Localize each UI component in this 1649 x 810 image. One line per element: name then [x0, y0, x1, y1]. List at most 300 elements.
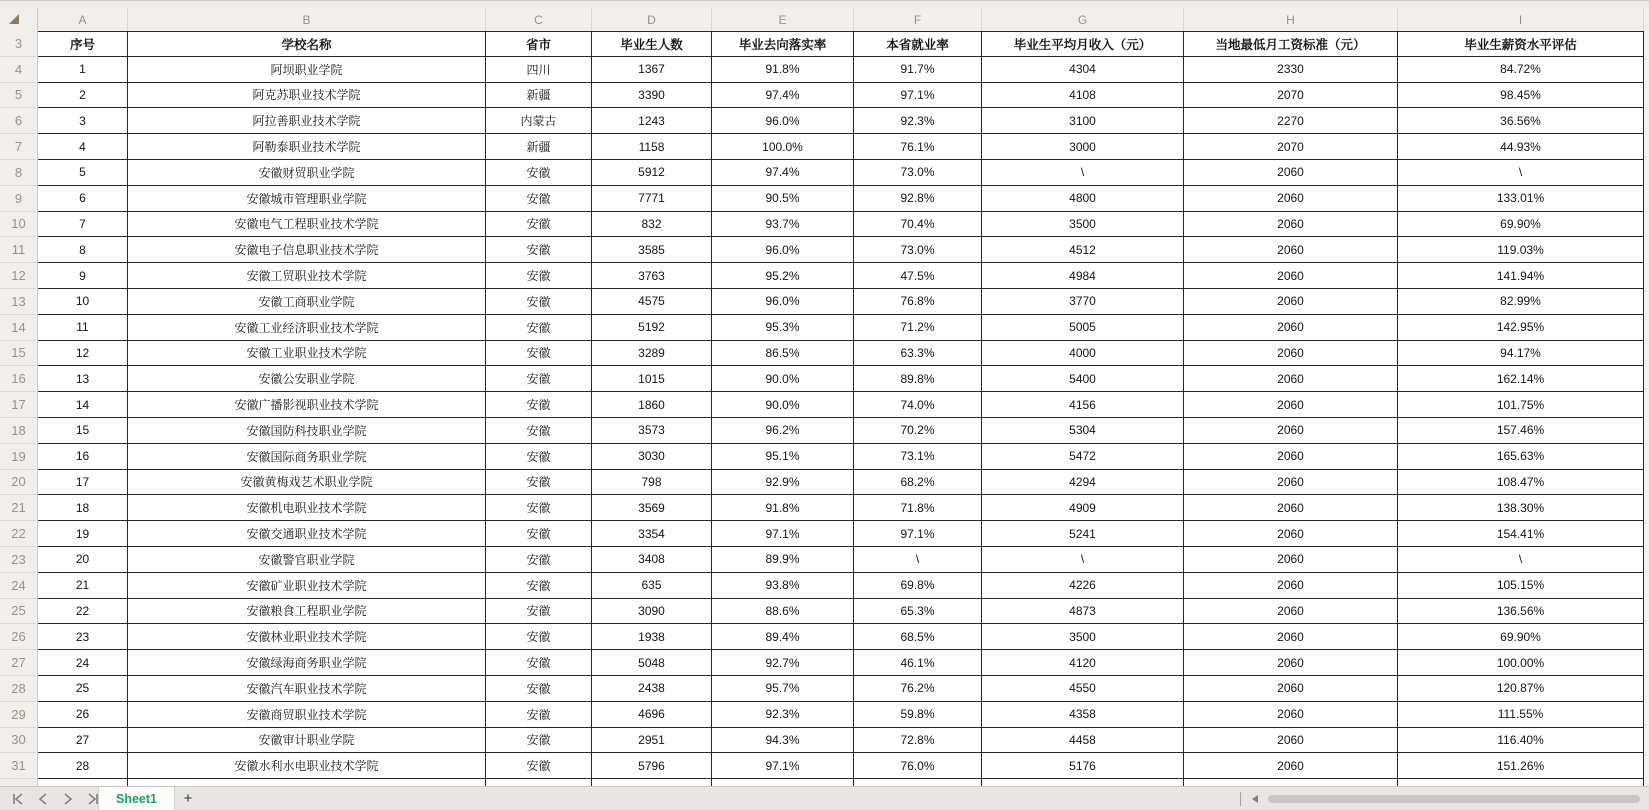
cell[interactable]: 4696 [592, 702, 712, 728]
cell[interactable]: 安徽 [486, 521, 592, 547]
cell[interactable]: 157.46% [1398, 418, 1644, 444]
cell[interactable]: 86.5% [712, 341, 854, 367]
cell[interactable]: 新疆 [486, 134, 592, 160]
cell[interactable]: 95.3% [712, 315, 854, 341]
cell[interactable]: 46.1% [854, 650, 982, 676]
cell[interactable]: 3500 [982, 212, 1184, 238]
row-header-8[interactable]: 8 [0, 160, 38, 186]
cell[interactable]: 2070 [1184, 134, 1398, 160]
cell[interactable]: 4512 [982, 237, 1184, 263]
header-cell[interactable]: 毕业生薪资水平评估 [1398, 31, 1644, 57]
cell[interactable]: 2438 [592, 676, 712, 702]
cell[interactable]: 6 [38, 186, 128, 212]
cell[interactable]: 安徽 [486, 444, 592, 470]
row-header-17[interactable]: 17 [0, 392, 38, 418]
cell[interactable]: 安徽 [486, 495, 592, 521]
row-header-18[interactable]: 18 [0, 418, 38, 444]
header-cell[interactable]: 当地最低月工资标准（元） [1184, 31, 1398, 57]
cell[interactable]: 10 [38, 289, 128, 315]
row-header-20[interactable]: 20 [0, 470, 38, 496]
cell[interactable]: 162.14% [1398, 366, 1644, 392]
cell[interactable]: 92.7% [712, 650, 854, 676]
cell[interactable]: 93.7% [712, 212, 854, 238]
cell[interactable]: 安徽工业经济职业技术学院 [128, 315, 486, 341]
cell[interactable]: 90.0% [712, 392, 854, 418]
cell[interactable]: 95.2% [712, 263, 854, 289]
cell[interactable]: 阿克苏职业技术学院 [128, 83, 486, 109]
column-header-B[interactable]: B [128, 8, 486, 31]
row-header-7[interactable]: 7 [0, 134, 38, 160]
cell[interactable]: 3573 [592, 418, 712, 444]
row-header-12[interactable]: 12 [0, 263, 38, 289]
cell[interactable]: 59.8% [854, 702, 982, 728]
cell[interactable]: \ [1398, 160, 1644, 186]
cell[interactable]: 93.8% [712, 573, 854, 599]
cell[interactable]: 安徽 [486, 547, 592, 573]
row-header-16[interactable]: 16 [0, 366, 38, 392]
cell[interactable]: 2060 [1184, 624, 1398, 650]
cell[interactable]: 安徽 [486, 728, 592, 754]
cell[interactable]: 安徽粮食工程职业学院 [128, 599, 486, 625]
column-header-E[interactable]: E [712, 8, 854, 31]
cell[interactable]: 2070 [1184, 83, 1398, 109]
horizontal-scrollbar-thumb[interactable] [1268, 795, 1640, 803]
cell[interactable]: 136.56% [1398, 599, 1644, 625]
cell[interactable]: 2060 [1184, 547, 1398, 573]
cell[interactable]: 97.1% [712, 521, 854, 547]
header-cell[interactable]: 毕业去向落实率 [712, 31, 854, 57]
cell[interactable]: 133.01% [1398, 186, 1644, 212]
cell[interactable]: 2330 [1184, 57, 1398, 83]
cell[interactable]: 安徽 [486, 470, 592, 496]
cell[interactable]: 内蒙古 [486, 108, 592, 134]
column-header-G[interactable]: G [982, 8, 1184, 31]
scroll-left-icon[interactable] [1252, 795, 1258, 803]
cell[interactable]: 4458 [982, 728, 1184, 754]
add-sheet-button[interactable]: + [183, 790, 193, 807]
cell[interactable]: 3770 [982, 289, 1184, 315]
header-cell[interactable]: 毕业生平均月收入（元） [982, 31, 1184, 57]
cell[interactable]: 2060 [1184, 573, 1398, 599]
cell[interactable]: 22 [38, 599, 128, 625]
cell[interactable]: 73.0% [854, 237, 982, 263]
row-header-10[interactable]: 10 [0, 212, 38, 238]
cell[interactable]: 3500 [982, 624, 1184, 650]
header-cell[interactable]: 序号 [38, 31, 128, 57]
cell[interactable]: 105.15% [1398, 573, 1644, 599]
cell[interactable]: 1 [38, 57, 128, 83]
cell[interactable]: 2060 [1184, 212, 1398, 238]
header-cell[interactable]: 学校名称 [128, 31, 486, 57]
cell[interactable] [1184, 779, 1398, 785]
cell[interactable]: 安徽电子信息职业技术学院 [128, 237, 486, 263]
cell[interactable]: 97.1% [854, 83, 982, 109]
cell[interactable]: 5 [38, 160, 128, 186]
cell[interactable]: 9 [38, 263, 128, 289]
row-header-5[interactable]: 5 [0, 83, 38, 109]
cell[interactable]: 94.17% [1398, 341, 1644, 367]
cell[interactable]: 151.26% [1398, 753, 1644, 779]
cell[interactable]: 安徽电气工程职业技术学院 [128, 212, 486, 238]
cell[interactable]: 2060 [1184, 444, 1398, 470]
cell[interactable]: 97.4% [712, 83, 854, 109]
row-header-30[interactable]: 30 [0, 728, 38, 754]
cell[interactable]: 70.2% [854, 418, 982, 444]
cell[interactable]: 90.5% [712, 186, 854, 212]
cell[interactable]: 2060 [1184, 341, 1398, 367]
row-header-29[interactable]: 29 [0, 702, 38, 728]
cell[interactable]: 3354 [592, 521, 712, 547]
cell[interactable]: 安徽财贸职业学院 [128, 160, 486, 186]
column-header-A[interactable]: A [38, 8, 128, 31]
column-header-H[interactable]: H [1184, 8, 1398, 31]
cell[interactable]: 2060 [1184, 521, 1398, 547]
cell[interactable]: 2060 [1184, 753, 1398, 779]
cell[interactable]: 101.75% [1398, 392, 1644, 418]
cell[interactable]: 84.72% [1398, 57, 1644, 83]
cell[interactable]: 25 [38, 676, 128, 702]
cell[interactable]: 82.99% [1398, 289, 1644, 315]
cell[interactable]: 18 [38, 495, 128, 521]
cell[interactable]: 安徽 [486, 315, 592, 341]
cell[interactable]: 5400 [982, 366, 1184, 392]
cell[interactable]: 4873 [982, 599, 1184, 625]
cell[interactable]: 4294 [982, 470, 1184, 496]
cell[interactable]: 2060 [1184, 186, 1398, 212]
cell[interactable]: 5796 [592, 753, 712, 779]
row-header-15[interactable]: 15 [0, 341, 38, 367]
header-cell[interactable]: 毕业生人数 [592, 31, 712, 57]
cell[interactable]: 2 [38, 83, 128, 109]
cell[interactable]: 165.63% [1398, 444, 1644, 470]
row-header-19[interactable]: 19 [0, 444, 38, 470]
cell[interactable]: 3030 [592, 444, 712, 470]
cell[interactable]: 91.8% [712, 495, 854, 521]
cell[interactable]: 安徽 [486, 418, 592, 444]
row-header-27[interactable]: 27 [0, 650, 38, 676]
cell[interactable]: 94.3% [712, 728, 854, 754]
cell[interactable] [1398, 779, 1644, 785]
cell[interactable]: 5192 [592, 315, 712, 341]
cell[interactable]: 5912 [592, 160, 712, 186]
cell[interactable]: 95.7% [712, 676, 854, 702]
cell[interactable]: 23 [38, 624, 128, 650]
cell[interactable]: 12 [38, 341, 128, 367]
row-header-25[interactable]: 25 [0, 599, 38, 625]
cell[interactable]: 安徽 [486, 676, 592, 702]
cell[interactable]: 11 [38, 315, 128, 341]
cell[interactable]: 安徽工贸职业技术学院 [128, 263, 486, 289]
cell[interactable]: 四川 [486, 57, 592, 83]
cell[interactable]: 120.87% [1398, 676, 1644, 702]
cell[interactable]: 安徽林业职业技术学院 [128, 624, 486, 650]
cell[interactable] [128, 779, 486, 785]
cell[interactable]: 阿坝职业学院 [128, 57, 486, 83]
cell[interactable]: 88.6% [712, 599, 854, 625]
cell[interactable]: 76.2% [854, 676, 982, 702]
cell[interactable]: \ [1398, 547, 1644, 573]
cell[interactable]: 安徽机电职业技术学院 [128, 495, 486, 521]
cell[interactable]: 73.1% [854, 444, 982, 470]
prev-sheet-icon[interactable] [35, 792, 51, 806]
header-cell[interactable]: 本省就业率 [854, 31, 982, 57]
cell[interactable]: 154.41% [1398, 521, 1644, 547]
cell[interactable]: 73.0% [854, 160, 982, 186]
cell[interactable]: 27 [38, 728, 128, 754]
cell[interactable]: 4226 [982, 573, 1184, 599]
cell[interactable]: 安徽审计职业学院 [128, 728, 486, 754]
cell[interactable]: 111.55% [1398, 702, 1644, 728]
cell[interactable]: 108.47% [1398, 470, 1644, 496]
cell[interactable]: 安徽交通职业技术学院 [128, 521, 486, 547]
cell[interactable] [592, 779, 712, 785]
cell[interactable]: 2270 [1184, 108, 1398, 134]
cell[interactable]: 5176 [982, 753, 1184, 779]
cell[interactable] [854, 779, 982, 785]
cell[interactable]: 36.56% [1398, 108, 1644, 134]
cell[interactable]: 92.9% [712, 470, 854, 496]
cell[interactable]: 安徽 [486, 289, 592, 315]
cell[interactable]: 89.8% [854, 366, 982, 392]
row-header-21[interactable]: 21 [0, 495, 38, 521]
row-header-28[interactable]: 28 [0, 676, 38, 702]
cell[interactable]: 142.95% [1398, 315, 1644, 341]
cell[interactable]: 3289 [592, 341, 712, 367]
cell[interactable]: 2060 [1184, 495, 1398, 521]
cell[interactable]: 14 [38, 392, 128, 418]
cell[interactable]: 安徽 [486, 366, 592, 392]
cell[interactable]: 100.00% [1398, 650, 1644, 676]
cell[interactable]: 2060 [1184, 676, 1398, 702]
cell[interactable]: 安徽 [486, 341, 592, 367]
row-header-26[interactable]: 26 [0, 624, 38, 650]
cell[interactable]: 4800 [982, 186, 1184, 212]
cell[interactable]: 89.9% [712, 547, 854, 573]
cell[interactable]: 7 [38, 212, 128, 238]
cell[interactable]: 安徽城市管理职业学院 [128, 186, 486, 212]
cell[interactable]: 44.93% [1398, 134, 1644, 160]
cell[interactable]: 4 [38, 134, 128, 160]
cell[interactable]: 3763 [592, 263, 712, 289]
cell[interactable]: \ [982, 160, 1184, 186]
cell[interactable]: 安徽 [486, 160, 592, 186]
cell[interactable]: \ [982, 547, 1184, 573]
row-header-partial[interactable] [0, 779, 38, 785]
cell[interactable]: 5304 [982, 418, 1184, 444]
tab-sheet1[interactable] [98, 787, 175, 810]
cell[interactable]: 96.0% [712, 289, 854, 315]
cell[interactable]: 90.0% [712, 366, 854, 392]
cell[interactable]: 92.3% [712, 702, 854, 728]
cell[interactable]: 2060 [1184, 160, 1398, 186]
cell[interactable]: 4575 [592, 289, 712, 315]
row-header-24[interactable]: 24 [0, 573, 38, 599]
cell[interactable]: 63.3% [854, 341, 982, 367]
cell[interactable]: 4108 [982, 83, 1184, 109]
cell[interactable]: 20 [38, 547, 128, 573]
row-header-4[interactable]: 4 [0, 57, 38, 83]
cell[interactable]: 4358 [982, 702, 1184, 728]
cell[interactable]: 安徽水利水电职业技术学院 [128, 753, 486, 779]
cell[interactable]: 92.8% [854, 186, 982, 212]
cell[interactable]: 2060 [1184, 702, 1398, 728]
cell[interactable]: 3090 [592, 599, 712, 625]
cell[interactable]: 96.0% [712, 237, 854, 263]
cell[interactable]: 4120 [982, 650, 1184, 676]
cell[interactable]: 4550 [982, 676, 1184, 702]
cell[interactable]: 安徽 [486, 186, 592, 212]
cell[interactable]: 65.3% [854, 599, 982, 625]
cell[interactable]: 安徽广播影视职业技术学院 [128, 392, 486, 418]
cell[interactable]: 70.4% [854, 212, 982, 238]
cell[interactable] [38, 779, 128, 785]
cell[interactable]: 安徽黄梅戏艺术职业学院 [128, 470, 486, 496]
cell[interactable]: 2060 [1184, 599, 1398, 625]
cell[interactable] [982, 779, 1184, 785]
cell[interactable]: 4304 [982, 57, 1184, 83]
row-header-11[interactable]: 11 [0, 237, 38, 263]
first-sheet-icon[interactable] [10, 792, 26, 806]
next-sheet-icon[interactable] [60, 792, 76, 806]
cell[interactable]: 96.0% [712, 108, 854, 134]
cell[interactable]: 安徽工商职业学院 [128, 289, 486, 315]
cell[interactable]: 安徽警官职业学院 [128, 547, 486, 573]
cell[interactable]: 3000 [982, 134, 1184, 160]
cell[interactable]: 安徽商贸职业技术学院 [128, 702, 486, 728]
cell[interactable]: 2060 [1184, 470, 1398, 496]
row-header-3[interactable]: 3 [0, 31, 38, 57]
cell[interactable]: 76.8% [854, 289, 982, 315]
cell[interactable]: 2060 [1184, 728, 1398, 754]
cell[interactable]: 68.5% [854, 624, 982, 650]
row-header-14[interactable]: 14 [0, 315, 38, 341]
cell[interactable]: 3390 [592, 83, 712, 109]
cell[interactable]: 4984 [982, 263, 1184, 289]
cell[interactable]: 7771 [592, 186, 712, 212]
cell[interactable] [712, 779, 854, 785]
cell[interactable]: 141.94% [1398, 263, 1644, 289]
cell[interactable]: 47.5% [854, 263, 982, 289]
cell[interactable]: 19 [38, 521, 128, 547]
cell[interactable]: 74.0% [854, 392, 982, 418]
cell[interactable]: 3585 [592, 237, 712, 263]
select-all-corner[interactable] [0, 8, 38, 31]
column-header-C[interactable]: C [486, 8, 592, 31]
cell[interactable]: 安徽 [486, 263, 592, 289]
cell[interactable]: 安徽国防科技职业学院 [128, 418, 486, 444]
column-header-I[interactable]: I [1398, 8, 1644, 31]
cell[interactable]: 新疆 [486, 83, 592, 109]
cell[interactable]: 5472 [982, 444, 1184, 470]
cell[interactable]: 119.03% [1398, 237, 1644, 263]
cell[interactable]: 71.2% [854, 315, 982, 341]
cell[interactable]: 24 [38, 650, 128, 676]
cell[interactable]: 28 [38, 753, 128, 779]
cell[interactable]: 安徽绿海商务职业学院 [128, 650, 486, 676]
cell[interactable]: 798 [592, 470, 712, 496]
cell[interactable]: 76.1% [854, 134, 982, 160]
cell[interactable]: 832 [592, 212, 712, 238]
cell[interactable]: 4000 [982, 341, 1184, 367]
cell[interactable]: 8 [38, 237, 128, 263]
cell[interactable]: 116.40% [1398, 728, 1644, 754]
row-header-13[interactable]: 13 [0, 289, 38, 315]
cell[interactable]: 2060 [1184, 392, 1398, 418]
cell[interactable]: 2060 [1184, 418, 1398, 444]
cell[interactable]: 安徽矿业职业技术学院 [128, 573, 486, 599]
cell[interactable]: 89.4% [712, 624, 854, 650]
cell[interactable]: 15 [38, 418, 128, 444]
cell[interactable]: 1938 [592, 624, 712, 650]
cell[interactable]: 安徽 [486, 650, 592, 676]
cell[interactable]: 2060 [1184, 315, 1398, 341]
row-header-9[interactable]: 9 [0, 186, 38, 212]
cell[interactable]: 1243 [592, 108, 712, 134]
cell[interactable]: 安徽 [486, 624, 592, 650]
cell[interactable]: 安徽 [486, 702, 592, 728]
cell[interactable]: 安徽 [486, 392, 592, 418]
cell[interactable]: 69.90% [1398, 212, 1644, 238]
cell[interactable]: 安徽 [486, 237, 592, 263]
cell[interactable]: 5005 [982, 315, 1184, 341]
row-header-6[interactable]: 6 [0, 108, 38, 134]
cell[interactable]: 4156 [982, 392, 1184, 418]
cell[interactable]: 3 [38, 108, 128, 134]
row-header-22[interactable]: 22 [0, 521, 38, 547]
cell[interactable]: 95.1% [712, 444, 854, 470]
cell[interactable]: 3569 [592, 495, 712, 521]
cell[interactable]: 635 [592, 573, 712, 599]
cell[interactable]: 97.4% [712, 160, 854, 186]
cell[interactable]: 1367 [592, 57, 712, 83]
row-header-31[interactable]: 31 [0, 753, 38, 779]
cell[interactable]: 3408 [592, 547, 712, 573]
cell[interactable]: 92.3% [854, 108, 982, 134]
cell[interactable]: 69.90% [1398, 624, 1644, 650]
cell[interactable]: 安徽公安职业学院 [128, 366, 486, 392]
cell[interactable]: \ [854, 547, 982, 573]
cell[interactable]: 68.2% [854, 470, 982, 496]
cell[interactable]: 安徽 [486, 573, 592, 599]
cell[interactable]: 4909 [982, 495, 1184, 521]
cell[interactable]: 138.30% [1398, 495, 1644, 521]
cell[interactable]: 16 [38, 444, 128, 470]
cell[interactable]: 91.7% [854, 57, 982, 83]
cell[interactable]: 5048 [592, 650, 712, 676]
cell[interactable]: 69.8% [854, 573, 982, 599]
cell[interactable]: 98.45% [1398, 83, 1644, 109]
cell[interactable]: 100.0% [712, 134, 854, 160]
row-header-23[interactable]: 23 [0, 547, 38, 573]
cell[interactable] [486, 779, 592, 785]
cell[interactable]: 3100 [982, 108, 1184, 134]
cell[interactable]: 2060 [1184, 366, 1398, 392]
cell[interactable]: 1158 [592, 134, 712, 160]
cell[interactable]: 26 [38, 702, 128, 728]
cell[interactable]: 5241 [982, 521, 1184, 547]
cell[interactable]: 97.1% [712, 753, 854, 779]
cell[interactable]: 安徽 [486, 212, 592, 238]
cell[interactable]: 76.0% [854, 753, 982, 779]
cell[interactable]: 2060 [1184, 237, 1398, 263]
cell[interactable]: 96.2% [712, 418, 854, 444]
cell[interactable]: 71.8% [854, 495, 982, 521]
cell[interactable]: 13 [38, 366, 128, 392]
cell[interactable]: 97.1% [854, 521, 982, 547]
cell[interactable]: 1015 [592, 366, 712, 392]
column-header-F[interactable]: F [854, 8, 982, 31]
cell[interactable]: 72.8% [854, 728, 982, 754]
